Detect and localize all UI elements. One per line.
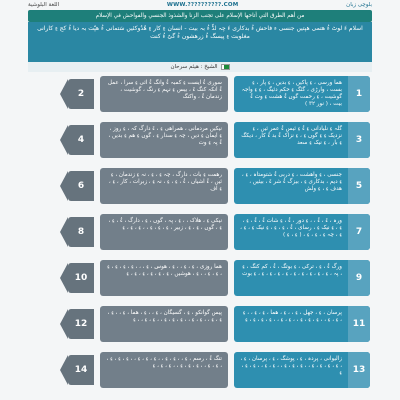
arrow-icon	[60, 171, 68, 201]
point-number: 5	[348, 168, 370, 204]
arrow-icon	[60, 125, 68, 155]
point-text: تنگ ءُ ، رسم ، ءِ ، ، ءِ ، ءِ ، ، ءِ ، ءِ ، ءِ ، ، ءِ ، ءِ ، ءِ ، ، ءِ ، ءِ ، ، ءِ ، ءِ ، ءِ ، ، ءِ ، ءِ ، ءِ	[106, 356, 222, 369]
point-number: 2	[68, 79, 94, 109]
point-number: 7	[348, 214, 370, 250]
point-card-left	[100, 122, 228, 158]
point-text: هما ورسی ، ءِ پاکیں ، ءِ بدیں ، ءِ پار ، ءِ بست ، وارڑی ، گٹگ ءِ حکم دئیگ ، ءِ ءِ واجہ گوشیت ، ءِ رحمت گوں ءُ هشت ءِ وت ءُ بیت ، ( نور ۳۲ )	[241, 80, 342, 107]
point-card-left	[100, 168, 228, 204]
point-number: 11	[348, 306, 370, 342]
point-card-left	[100, 76, 228, 112]
point-number: 9	[348, 260, 370, 296]
point-text: ورہ ، ءَ ، ءُ ، ، ءِ دور ، ءُ ، ءِ شات ءُ ، ءُ ، ءِ ، ءِ ، ءِ نیک ءِ ، رسای ، ءُ ، ءِ ، ءِ ، ءِ نیک ءِ ، ءِ ، ءِ ، چہ ءِ ، ءِ ، ءِ ، ( ءِ ، ءِ )	[240, 218, 342, 238]
author-name: الشيخ : هيثم سرحان	[170, 64, 218, 70]
point-card-right	[234, 168, 370, 204]
point-number: 4	[68, 125, 94, 155]
point-row	[30, 76, 370, 112]
point-text: ورگ ءُ ، ءِ ، ترکی ، ءِ بوتگ ، ءُ ، کم کنگ ، ءِ ، پہ ، ءِ ، ءِ ، ءِ ، ءِ ، ءِ ، ءِ ، ءِ ، ءِ ، ءِ ، ءِ بوت	[242, 264, 342, 277]
arrow-icon	[60, 217, 68, 247]
flag-icon	[221, 64, 230, 70]
point-card-right	[234, 122, 370, 158]
left-number-tag	[30, 352, 94, 388]
language-label-arabic: اللغة البلوشية	[28, 2, 60, 8]
point-card-right	[234, 352, 370, 388]
top-bar	[28, 0, 372, 10]
point-text: سوری ءُ ایست ءِ کمبہ ءُ وانگ ءُ ائی ءِ سرا ، عمل ءُ انکہ کنگ ءَ ، بیس ءِ نہم ءِ رنگ ، گوشیت ، زندمان ءُ ، واکنگ	[107, 80, 222, 100]
point-row	[30, 168, 370, 204]
point-text: زالیوانی ، پردہ ، ءِ ، پوشگ ، ءِ ، پرسان ، ءِ ، ، ءِ ، ءِ ، ءِ ، ءِ ، ، ءِ ، ءِ ، ءِ ، ، ءِ ، ءِ ، ، ءِ ، ءِ ، ءِ	[240, 356, 342, 376]
intro-text: اسلام ءَ لوٹ ءُ هتمی هپتیں جنسی ء فاحش ءُ بدکاری ءَ چہ لڈّ ءُ بہ بیت - انسان ءِ کار ءِ هُدُوکئیں سَتمانی ءُ هپّت بہ دیا ءُ کج ءِ کارانی مغلوبت ءِ پیسگ ءُ زرهشون ءُ گیّ ءُ کنت	[28, 22, 372, 62]
point-row	[30, 352, 370, 388]
point-card-right	[234, 76, 370, 112]
left-number-tag	[30, 260, 94, 296]
point-text: نیکی ءِ ، هلاک ، ، ءِ ، پہ ، گوں ، ءِ ، دارگ ، ءُ ، ءِ ، ءِ ، گوں ، ءِ ، ءِ ، زبیر ، ءِ ، ءِ ، ءِ ، ، ءِ ، ءِ ، ءِ	[108, 218, 222, 231]
point-text: گلہ ءِ نلیادانی ءِ ءُ ءِ ئیس ءُ عمر ئیں ، ءِ نزدیک ءِ ءِ گوں ءِ ، ءِ نزاک ءُ بد ءُ کار ، دیکگ ءِ بار ، ءِ نیک ءِ سعد	[241, 126, 342, 146]
point-row	[30, 122, 370, 158]
arrow-icon	[60, 355, 68, 385]
point-row	[30, 306, 370, 342]
points-grid	[30, 76, 370, 398]
left-number-tag	[30, 168, 94, 204]
point-text: نیکیں مردمانی ، همراهی ءِ ، ءَ دارگ کہ ، ءِ روز ، ءِ ایمان ءِ دیں ، چہ ءِ سدار ءِ ، گوں ءِ هم ءِ بدیں ، ءُ پہ ءِ وت	[108, 126, 222, 146]
page-title: من أهم الطرق التي أتاحها الإسلام على تجنب الزنا والشذوذ الجنسي والفواحش في الإسلام	[28, 10, 372, 22]
point-number: 8	[68, 217, 94, 247]
arrow-icon	[60, 309, 68, 339]
point-text: پیس گوانکو ، ءِ ، گسیگان ، ءِ ، ، ءِ ، هما ، ءِ ، ، ءِ ، ءِ ، ءِ ، ، ءِ ، ءِ ، ، ءِ ، ءِ ، ءِ ، ، ءِ ، ءِ ، ، ءِ	[107, 310, 222, 323]
point-text: هما روزی ، ءِ ، ءِ ، ، ءِ ، هوس ، ءِ ، ، ، ءِ ، ءِ ، ءِ ، ءِ ، ءِ ، ءِ ، ، ءِ ، هوشیں ، ءِ ، ءِ ، ءِ ، ءِ ، ءِ ، ءِ	[107, 264, 222, 277]
point-text: پرسان ، ءِ ، جهل ، ءِ ، ، ءِ ، هما ، ءِ ، ءِ ، ، ءِ ، ءِ ، ءِ ، ، ءِ ، ءِ ، ءِ ، ، ءِ ، ءِ ، ، ءِ ، ءِ ، ءِ ، ءِ	[242, 310, 342, 323]
point-card-left	[100, 306, 228, 342]
point-text: جنسی ، ءِ واهشت ، ءِ دربی ءُ شتومتاہ ، ءِ ، ءِ دیم ، بدکاری ءِ ، بیزگ ءُ شر ءَ ، بیئیں ، هدف ءِ ، ءِ ولش	[241, 172, 342, 192]
point-number: 1	[348, 76, 370, 112]
point-row	[30, 260, 370, 296]
point-number: 6	[68, 171, 94, 201]
point-card-right	[234, 214, 370, 250]
point-number: 13	[348, 352, 370, 388]
point-text: رهمت ءِ بات ، دارگ ، چہ ءِ ، ءِ ، نہ ءِ زندمان ، ءِ ئیں ، ءُ اشیاں ، ءُ ، ءِ ، ءِ ، نہ ءِ ، زبرات ، کار ، ءِ ، ءِ اف	[108, 172, 222, 192]
left-number-tag	[30, 76, 94, 112]
point-card-left	[100, 214, 228, 250]
point-card-left	[100, 260, 228, 296]
point-number: 3	[348, 122, 370, 158]
point-number: 14	[68, 355, 94, 385]
point-card-right	[234, 260, 370, 296]
left-number-tag	[30, 122, 94, 158]
point-card-right	[234, 306, 370, 342]
arrow-icon	[60, 79, 68, 109]
language-label: بلوچی زبان	[346, 2, 372, 8]
point-number: 10	[68, 263, 94, 293]
site-url[interactable]: WWW.??????????.COM	[166, 2, 239, 8]
point-row	[30, 214, 370, 250]
arrow-icon	[60, 263, 68, 293]
point-number: 12	[68, 309, 94, 339]
left-number-tag	[30, 214, 94, 250]
author-line	[28, 62, 372, 72]
point-card-left	[100, 352, 228, 388]
left-number-tag	[30, 306, 94, 342]
